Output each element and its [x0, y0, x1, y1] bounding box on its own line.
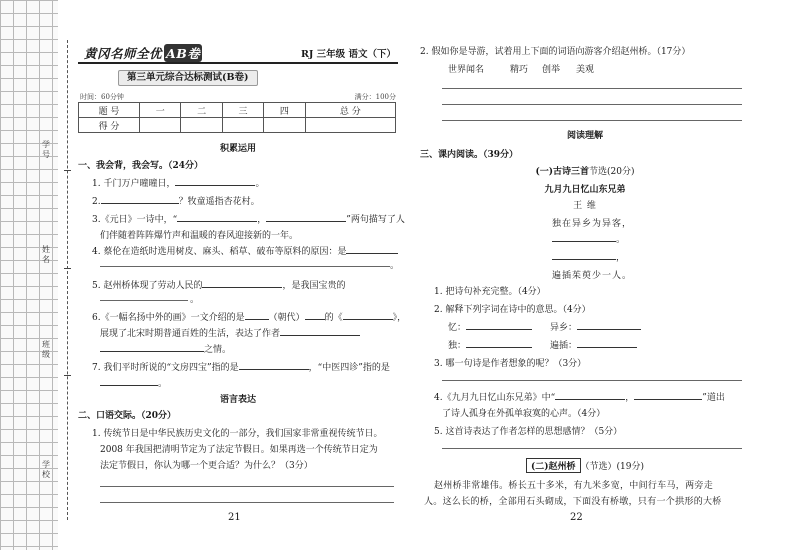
question-1: 1. 千门万户曈曈日， 。 — [92, 176, 264, 189]
question-6: 6.《一幅名扬中外的画》一文介绍的是 （朝代） 的《 》， — [92, 310, 406, 323]
binding-label-student-id: 学号 — [42, 140, 50, 159]
score-cell[interactable] — [181, 118, 222, 133]
question-6-cont: 展现了北宋时期普通百姓的生活，表达了作者 — [100, 326, 360, 339]
question-4: 4. 蔡伦在造纸时选用树皮、麻头、稻草、破布等原料的原因：是 — [92, 244, 398, 257]
answer-blank[interactable] — [175, 176, 255, 186]
score-col-4: 四 — [264, 103, 305, 118]
explain-du: 独： — [448, 338, 532, 351]
poem-line-2: 。 — [552, 232, 625, 245]
answer-blank[interactable] — [280, 326, 360, 336]
header-rule — [78, 62, 398, 64]
poem-section-title: (一)古诗三首节选(20分) — [535, 167, 635, 177]
answer-blank[interactable] — [305, 310, 325, 320]
score-cell[interactable] — [305, 118, 395, 133]
question-4-end: 。 — [390, 261, 400, 271]
answer-blank[interactable] — [101, 194, 179, 204]
explain-yi: 忆： — [448, 320, 532, 333]
answer-blank[interactable] — [202, 278, 282, 288]
answer-blank[interactable] — [346, 244, 398, 254]
question-guide: 2. 假如你是导游，试着用上下面的词语向游客介绍赵州桥。（17分） — [420, 47, 691, 57]
word-3: 创举 — [542, 65, 561, 75]
section-title-reading: 阅读理解 — [566, 131, 603, 141]
score-table — [78, 102, 396, 133]
part-1-title: 一、我会背，我会写。（24分） — [78, 161, 204, 171]
answer-blank[interactable] — [100, 342, 204, 352]
answer-blank[interactable] — [239, 360, 309, 370]
answer-line[interactable] — [442, 88, 742, 89]
oral-question-line3: 法定节假日，你认为哪一个更合适？为什么？（3分） — [100, 461, 313, 471]
score-cell[interactable] — [140, 118, 181, 133]
reading-question-3: 3. 哪一句诗是作者想象的呢？（3分） — [434, 359, 587, 369]
reading-question-5: 5. 这首诗表达了作者怎样的思想感情？（5分） — [434, 427, 623, 437]
test-title: 第三单元综合达标测试(B卷) — [118, 70, 258, 86]
word-4: 美观 — [576, 65, 595, 75]
answer-blank[interactable] — [555, 390, 625, 400]
score-header-label: 题 号 — [79, 103, 140, 118]
brand-logo: 黄冈名师全优 AB卷 — [84, 46, 201, 61]
page-number: 22 — [570, 512, 583, 523]
grade-subject: RJ 三年级 语文（下） — [300, 49, 396, 60]
score-col-3: 三 — [222, 103, 263, 118]
reading-question-4: 4.《九月九日忆山东兄弟》中“ ， ”道出 — [434, 390, 725, 403]
answer-line[interactable] — [442, 120, 742, 121]
left-page — [78, 0, 407, 550]
answer-blank[interactable] — [245, 310, 269, 320]
score-cell[interactable] — [222, 118, 263, 133]
question-3: 3.《元日》一诗中，“ ， ”两句描写了人 — [92, 212, 405, 225]
answer-blank[interactable] — [466, 338, 532, 348]
answer-blank[interactable] — [466, 320, 532, 330]
question-5: 5. 赵州桥体现了劳动人民的 ，是我国宝贵的 — [92, 278, 345, 291]
score-cell[interactable] — [264, 118, 305, 133]
part-3-title: 三、课内阅读。（39分） — [420, 150, 519, 160]
answer-line[interactable] — [442, 104, 742, 105]
score-col-total: 总 分 — [305, 103, 395, 118]
answer-blank[interactable] — [343, 310, 393, 320]
question-5-end: 。 — [190, 295, 200, 305]
passage-line-1: 赵州桥非常雄伟。桥长五十多米，有九米多宽，中间行车马，两旁走 — [434, 481, 714, 491]
time-limit: 时间：60分钟 — [80, 93, 124, 101]
word-2: 精巧 — [510, 65, 529, 75]
part-2-title: 二、口语交际。（20分） — [78, 411, 177, 421]
poem-author: 王 维 — [573, 201, 597, 211]
answer-blank[interactable] — [177, 212, 257, 222]
score-col-1: 一 — [140, 103, 181, 118]
reading-question-2: 2. 解释下列字词在诗中的意思。（4分） — [434, 305, 591, 315]
explain-yixiang: 异乡： — [550, 320, 641, 333]
question-7-cont: 。 — [100, 376, 167, 389]
binding-label-school: 学校 — [42, 460, 50, 479]
answer-blank[interactable] — [266, 212, 346, 222]
question-2: 2. ？牧童遥指杏花村。 — [92, 194, 260, 207]
answer-line[interactable] — [442, 448, 742, 449]
explain-bianchai: 遍插： — [550, 338, 637, 351]
section-title-expression: 语言表达 — [219, 395, 256, 405]
reading-question-4-cont: 了诗人孤身在外孤单寂寞的心声。（4分） — [442, 409, 606, 419]
oral-question-line1: 1. 传统节日是中华民族历史文化的一部分，我们国家非常重视传统节日。 — [92, 429, 383, 439]
answer-blank[interactable] — [552, 250, 616, 260]
oral-question-line2: 2008 年我国把清明节定为了法定节假日。如果再选一个传统节日定为 — [100, 445, 378, 455]
score-col-2: 二 — [181, 103, 222, 118]
answer-blank[interactable] — [100, 376, 158, 386]
page-number: 21 — [228, 512, 241, 523]
answer-blank[interactable] — [577, 320, 641, 330]
answer-line[interactable] — [100, 486, 394, 487]
answer-line[interactable] — [442, 380, 742, 381]
section-title-accumulation: 积累运用 — [219, 144, 256, 154]
word-1: 世界闻名 — [448, 65, 485, 75]
binding-label-class: 班级 — [42, 340, 50, 359]
poem-line-1: 独在异乡为异客， — [552, 219, 633, 229]
answer-line[interactable] — [100, 300, 188, 301]
poem-title: 九月九日忆山东兄弟 — [544, 185, 626, 195]
question-3-cont: 们伴随着阵阵爆竹声和温暖的春风迎接新的一年。 — [100, 231, 299, 241]
poem-line-3: ， — [552, 250, 625, 263]
poem-line-4: 遍插茱萸少一人。 — [552, 271, 633, 281]
answer-line[interactable] — [100, 266, 390, 267]
answer-blank[interactable] — [552, 232, 616, 242]
binding-strip — [58, 0, 78, 550]
question-6-cont2: 之情。 — [100, 342, 231, 355]
answer-blank[interactable] — [577, 338, 637, 348]
answer-blank[interactable] — [634, 390, 702, 400]
binding-label-name: 姓名 — [42, 245, 50, 264]
score-row-label: 得 分 — [79, 118, 140, 133]
full-score: 满分：100分 — [354, 93, 396, 101]
question-7: 7. 我们平时所说的“文房四宝”指的是 ，“中医四诊”指的是 — [92, 360, 390, 373]
passage-2-title: (二)赵州桥 （节选）(19分) — [420, 458, 750, 473]
reading-question-1: 1. 把诗句补充完整。（4分） — [434, 287, 546, 297]
passage-line-2: 人。这么长的桥，全部用石头砌成，下面没有桥墩，只有一个拱形的大桥 — [424, 497, 722, 507]
answer-line[interactable] — [100, 502, 394, 503]
right-page — [420, 0, 750, 550]
